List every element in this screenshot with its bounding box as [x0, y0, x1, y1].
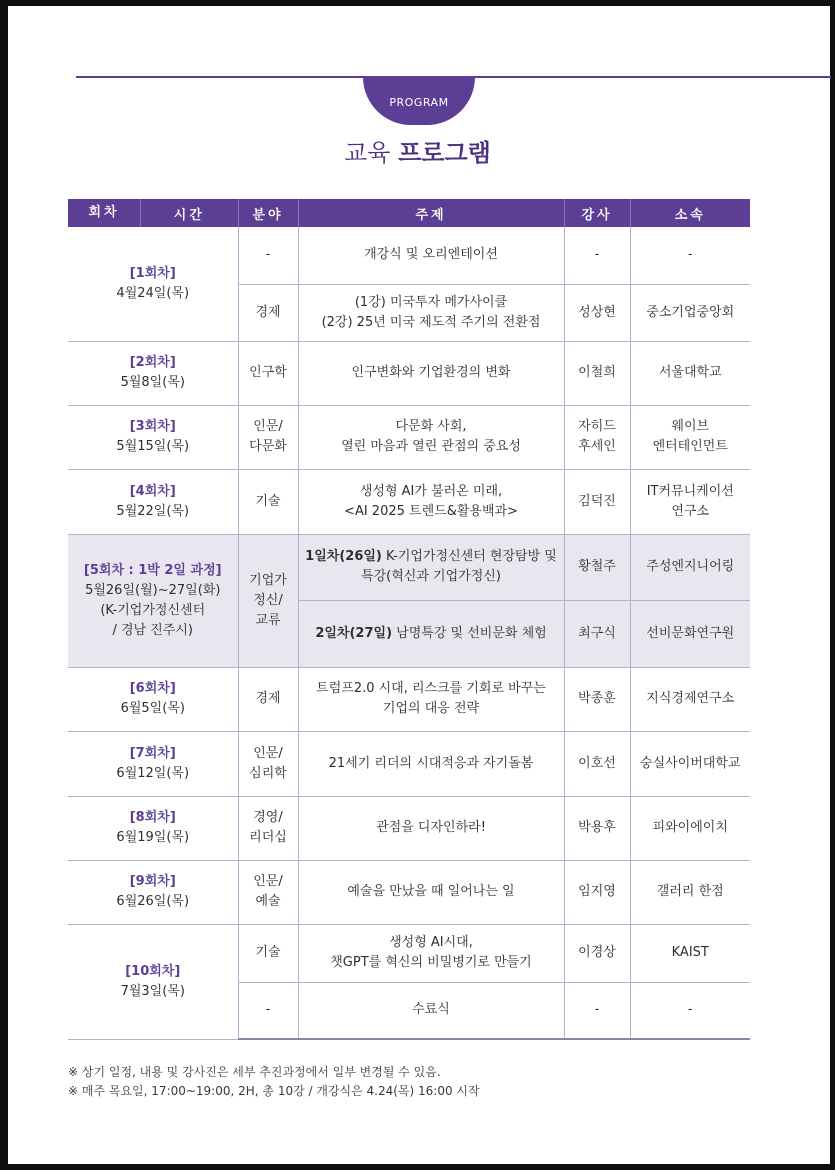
- topic-cell: 예술을 만났을 때 일어나는 일: [298, 860, 564, 924]
- affiliation-cell: [630, 469, 750, 534]
- day-label: 2일차(27일): [315, 625, 393, 641]
- topic-line: (1강) 미국투자 메가사이클: [354, 294, 508, 310]
- session-date: 6월5일(목): [120, 701, 185, 716]
- lecturer-cell: -: [564, 982, 630, 1039]
- session-location: (K-기업가정신센터: [100, 602, 206, 618]
- affiliation-cell: -: [630, 227, 750, 284]
- field-line: 교류: [255, 612, 281, 628]
- session-number: [8회차]: [129, 810, 176, 825]
- table-row: [68, 341, 750, 405]
- topic-line: (2강) 25년 미국 제도적 주기의 전환점: [321, 314, 541, 330]
- topic-text: K-기업가정신센터 현장탐방 및: [381, 549, 557, 564]
- topic-line: <AI 2025 트렌드&활용백과>: [344, 503, 518, 519]
- topic-line: 열린 마음과 열린 관점의 중요성: [341, 439, 521, 454]
- topic-line: 생성형 AI가 불러온 미래,: [359, 483, 503, 499]
- header-field: 분야: [238, 199, 298, 227]
- footnote: ※ 매주 목요일, 17:00~19:00, 2H, 총 10강 / 개강식은 4.24(목) 16:00 시작: [68, 1084, 480, 1098]
- lecturer-cell: 박종훈: [564, 667, 630, 731]
- field-cell: [238, 405, 298, 469]
- field-line: 인문/: [253, 874, 283, 889]
- topic-line: 기업의 대응 전략: [382, 701, 480, 716]
- table-row: [68, 731, 750, 796]
- topic-cell: 인구변화와 기업환경의 변화: [298, 341, 564, 405]
- topic-cell: 수료식: [298, 982, 564, 1039]
- topic-cell: [298, 924, 564, 982]
- session-date: 5월22일(목): [116, 503, 190, 519]
- affiliation-cell: 서울대학교: [630, 341, 750, 405]
- field-line: 기업가: [249, 572, 287, 588]
- topic-line: 트럼프2.0 시대, 리스크를 기회로 바꾸는: [316, 681, 546, 696]
- session-date: 6월26일(목): [116, 894, 190, 909]
- session-cell: [68, 667, 238, 731]
- field-cell: 경제: [238, 667, 298, 731]
- topic-cell: [298, 667, 564, 731]
- affiliation-cell: 피와이에이치: [630, 796, 750, 860]
- session-number: [4회차]: [129, 483, 176, 499]
- session-number: [2회차]: [129, 355, 176, 370]
- topic-cell: 개강식 및 오리엔테이션: [298, 227, 564, 284]
- topic-cell: [298, 405, 564, 469]
- field-line: 다문화: [249, 439, 287, 454]
- session-date: 5월26일(월)~27일(화): [85, 582, 221, 598]
- lecturer-cell: 성상현: [564, 284, 630, 341]
- session-cell: [68, 469, 238, 534]
- affiliation-line: 웨이브: [671, 419, 710, 434]
- header-session: 회차: [68, 199, 141, 227]
- topic-text: 남명특강 및 선비문화 체험: [392, 625, 547, 641]
- table-row: [68, 534, 750, 600]
- session-number: [5회차 : 1박 2일 과정]: [83, 562, 222, 578]
- topic-cell: 관점을 디자인하라!: [298, 796, 564, 860]
- lecturer-cell: 이호선: [564, 731, 630, 796]
- affiliation-cell: [630, 405, 750, 469]
- topic-cell: 21세기 리더의 시대적응과 자기돌봄: [298, 731, 564, 796]
- session-date: 4월24일(목): [116, 285, 190, 301]
- field-line: 인문/: [253, 745, 283, 761]
- lecturer-cell: 이경상: [564, 924, 630, 982]
- field-line: 정신/: [253, 592, 283, 608]
- topic-line: [303, 547, 560, 567]
- lecturer-line: 후세인: [578, 439, 616, 454]
- table-header-row: [68, 199, 750, 227]
- affiliation-cell: -: [630, 982, 750, 1039]
- session-number: [3회차]: [129, 419, 176, 434]
- topic-cell: [298, 600, 564, 667]
- field-line: 심리학: [249, 765, 287, 781]
- session-date: 6월19일(목): [116, 830, 190, 845]
- lecturer-cell: 임지영: [564, 860, 630, 924]
- session-cell: [68, 227, 238, 341]
- lecturer-cell: 박용후: [564, 796, 630, 860]
- program-table: [68, 199, 750, 1040]
- session-date: 5월8일(목): [120, 375, 185, 390]
- topic-cell: [298, 534, 564, 600]
- lecturer-cell: 이철희: [564, 341, 630, 405]
- footnotes: [68, 1063, 768, 1101]
- header-affiliation: 소속: [630, 199, 750, 227]
- session-date: 5월15일(목): [116, 439, 190, 454]
- session-number: [7회차]: [129, 745, 176, 761]
- session-number: [6회차]: [129, 681, 176, 696]
- field-cell: 인구학: [238, 341, 298, 405]
- title-light: 교육: [344, 139, 391, 167]
- table-row: [68, 796, 750, 860]
- session-cell: [68, 924, 238, 1039]
- affiliation-cell: 선비문화연구원: [630, 600, 750, 667]
- table-row: [68, 469, 750, 534]
- field-line: 인문/: [253, 419, 283, 434]
- topic-line: 생성형 AI시대,: [389, 935, 473, 950]
- field-line: 예술: [255, 894, 281, 909]
- session-cell: [68, 731, 238, 796]
- field-cell: 경제: [238, 284, 298, 341]
- session-cell: [68, 534, 238, 667]
- affiliation-cell: 주성엔지니어링: [630, 534, 750, 600]
- field-line: 리더십: [249, 830, 287, 845]
- topic-line: 다문화 사회,: [395, 419, 467, 434]
- session-cell: [68, 860, 238, 924]
- topic-cell: [298, 469, 564, 534]
- header-lecturer: 강사: [564, 199, 630, 227]
- lecturer-line: 자히드: [578, 419, 616, 434]
- affiliation-cell: 숭실사이버대학교: [630, 731, 750, 796]
- affiliation-cell: 갤러리 한점: [630, 860, 750, 924]
- topic-line: 특강(혁신과 기업가정신): [361, 569, 501, 584]
- table-row: [68, 227, 750, 284]
- field-cell: [238, 731, 298, 796]
- field-cell: [238, 860, 298, 924]
- session-number: [10회차]: [125, 963, 181, 979]
- affiliation-cell: KAIST: [630, 924, 750, 982]
- day-label: 1일차(26일): [305, 549, 382, 564]
- lecturer-cell: 황철주: [564, 534, 630, 600]
- header-topic: 주제: [298, 199, 564, 227]
- header-time: 시간: [173, 207, 205, 223]
- program-badge: PROGRAM: [363, 77, 475, 125]
- topic-cell: [298, 284, 564, 341]
- affiliation-cell: 중소기업중앙회: [630, 284, 750, 341]
- session-number: [9회차]: [129, 874, 176, 889]
- field-cell: -: [238, 227, 298, 284]
- page-title: [0, 133, 835, 168]
- session-date: 6월12일(목): [116, 765, 190, 781]
- lecturer-cell: -: [564, 227, 630, 284]
- footnote: ※ 상기 일정, 내용 및 강사진은 세부 추진과정에서 일부 변경될 수 있음.: [68, 1065, 441, 1079]
- table-row: [68, 405, 750, 469]
- session-location: / 경남 진주시): [112, 622, 193, 638]
- affiliation-line: IT커뮤니케이션: [646, 483, 734, 499]
- affiliation-line: 연구소: [671, 503, 710, 519]
- affiliation-cell: 지식경제연구소: [630, 667, 750, 731]
- field-cell: [238, 534, 298, 667]
- lecturer-cell: [564, 405, 630, 469]
- session-cell: [68, 405, 238, 469]
- table-row: [68, 860, 750, 924]
- session-cell: [68, 341, 238, 405]
- field-cell: -: [238, 982, 298, 1039]
- table-row: [68, 667, 750, 731]
- field-cell: 기술: [238, 924, 298, 982]
- lecturer-cell: 김덕진: [564, 469, 630, 534]
- field-cell: 기술: [238, 469, 298, 534]
- field-cell: [238, 796, 298, 860]
- lecturer-cell: 최구식: [564, 600, 630, 667]
- header-session-time: [68, 199, 238, 227]
- title-bold: 프로그램: [398, 139, 491, 167]
- table-row: [68, 924, 750, 982]
- session-number: [1회차]: [129, 265, 176, 281]
- session-date: 7월3일(목): [120, 983, 185, 999]
- topic-line: 챗GPT를 혁신의 비밀병기로 만들기: [330, 955, 532, 970]
- session-cell: [68, 796, 238, 860]
- field-line: 경영/: [253, 810, 283, 825]
- affiliation-line: 엔터테인먼트: [652, 439, 728, 454]
